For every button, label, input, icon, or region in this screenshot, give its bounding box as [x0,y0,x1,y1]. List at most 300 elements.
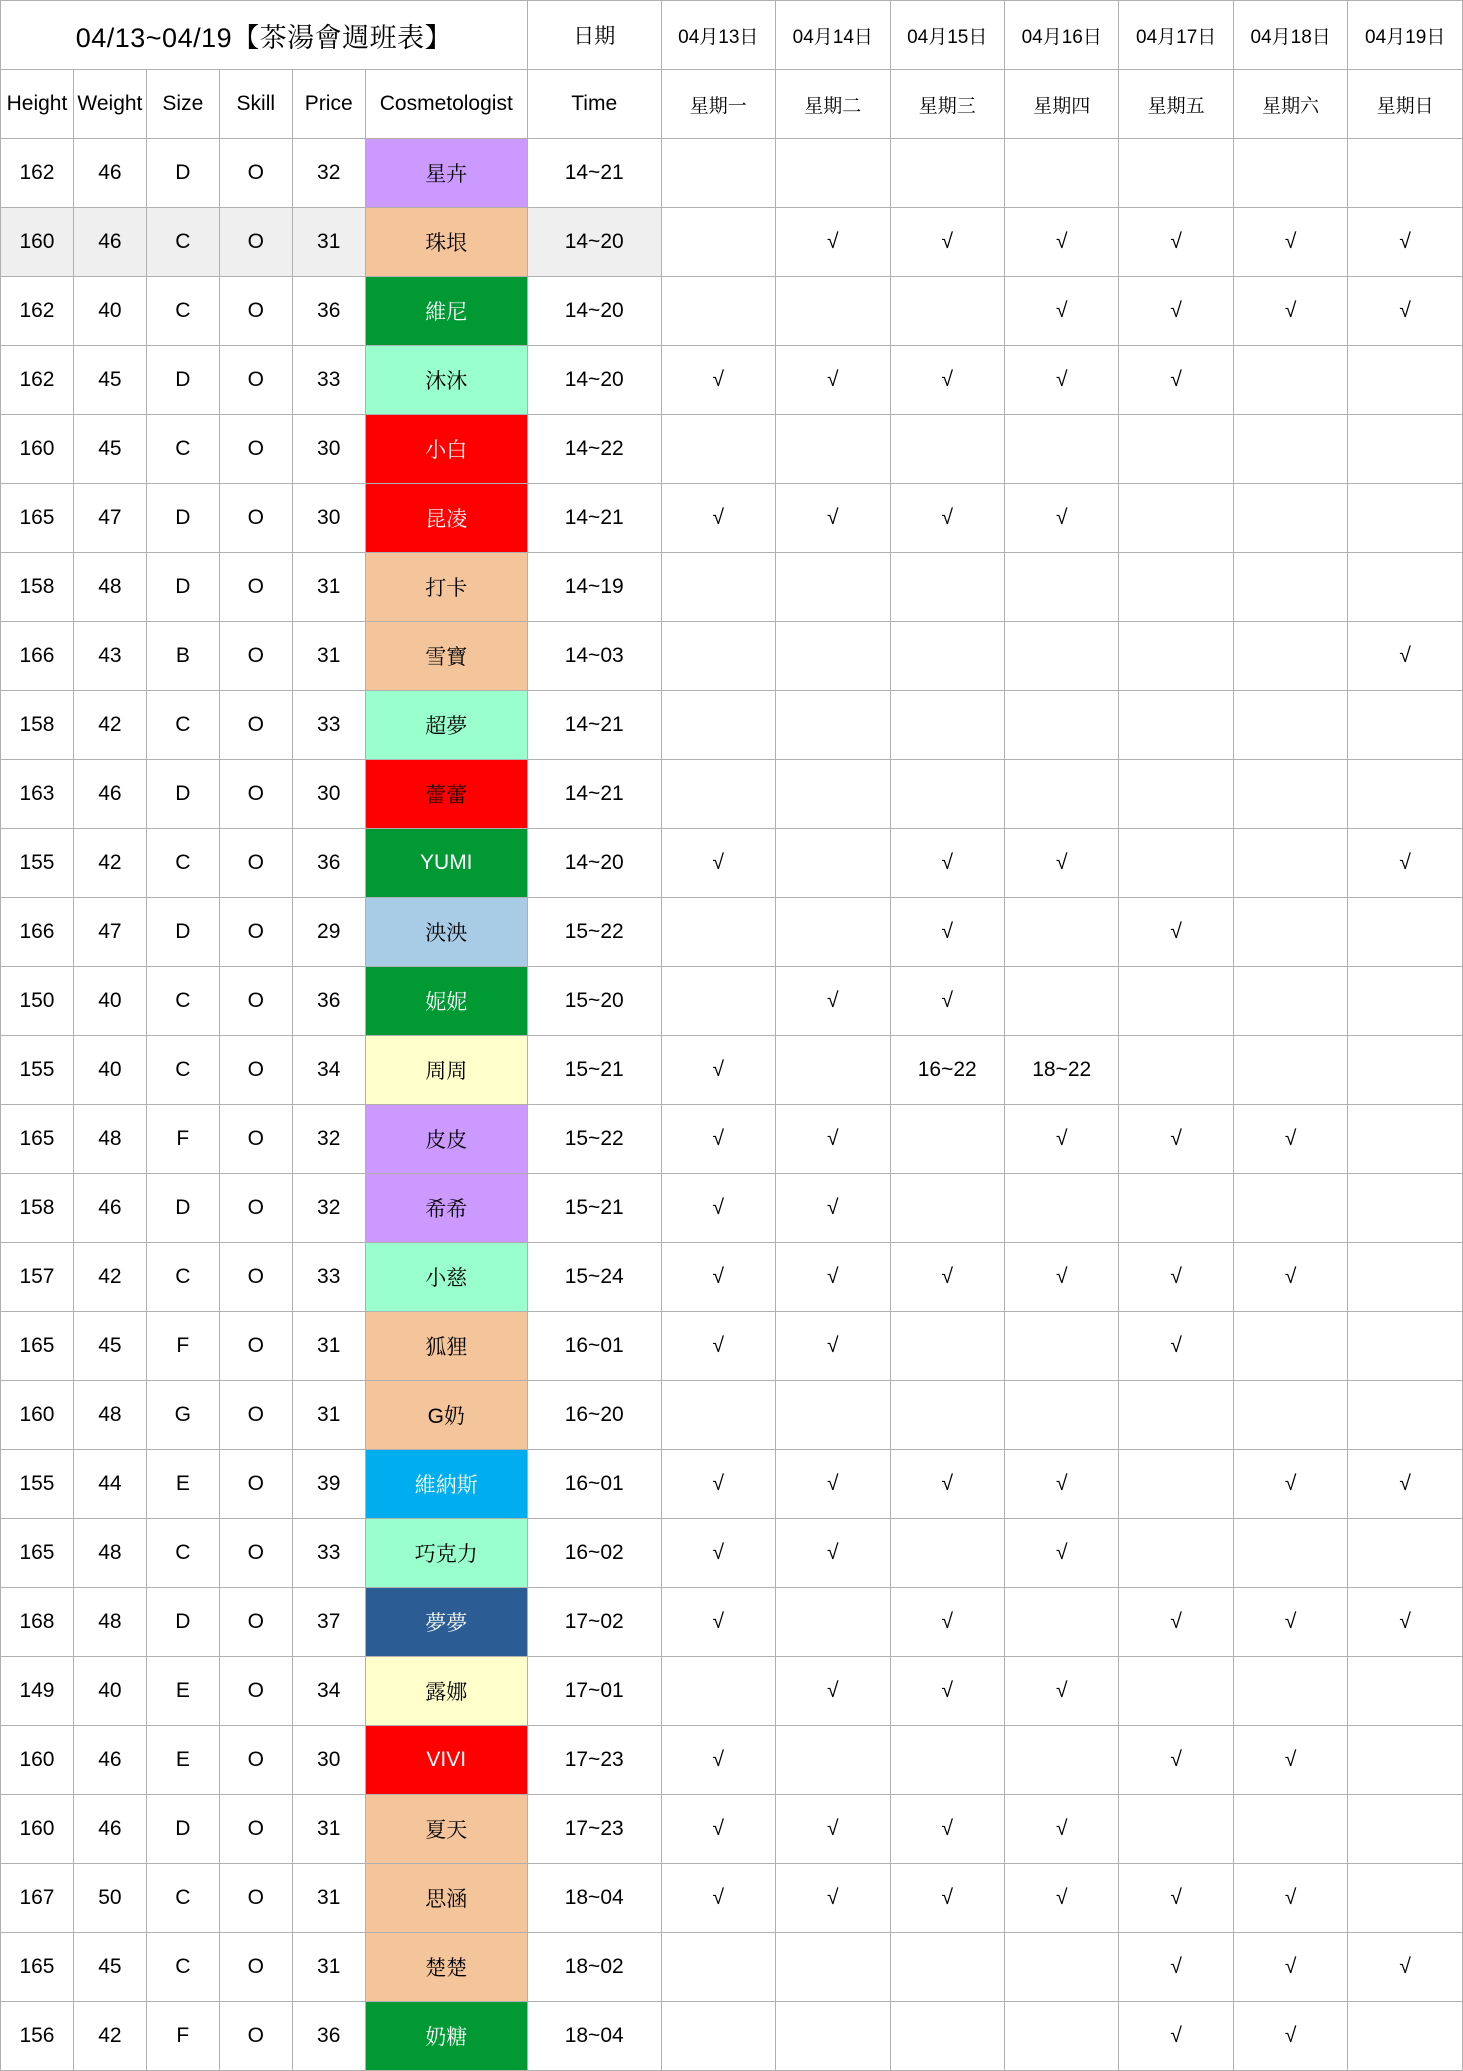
cell-weight: 44 [73,1450,146,1519]
date-header-4: 04月17日 [1119,1,1233,70]
cell-height: 162 [1,346,74,415]
cell-day-0: √ [661,1588,775,1657]
cell-height: 155 [1,1036,74,1105]
cell-day-1 [776,829,890,898]
cell-size: C [146,277,219,346]
cell-day-0: √ [661,1519,775,1588]
cell-day-2 [890,1726,1004,1795]
table-row [1,2002,1463,2071]
cell-day-1 [776,1588,890,1657]
cell-weight: 45 [73,1933,146,2002]
cell-day-6 [1348,1864,1463,1933]
cell-height: 158 [1,691,74,760]
cell-day-6 [1348,1312,1463,1381]
table-row [1,1864,1463,1933]
date-header-3: 04月16日 [1004,1,1118,70]
cell-day-3 [1004,967,1118,1036]
cell-day-0 [661,415,775,484]
cell-day-4 [1119,415,1233,484]
cell-size: D [146,898,219,967]
cell-height: 165 [1,1933,74,2002]
cell-day-1: √ [776,1105,890,1174]
cell-height: 156 [1,2002,74,2071]
cell-day-2: √ [890,1243,1004,1312]
cell-day-3: 18~22 [1004,1036,1118,1105]
cell-day-1 [776,553,890,622]
cell-day-2: √ [890,1450,1004,1519]
column-header-weight: Weight [73,70,146,139]
cell-height: 163 [1,760,74,829]
cell-day-5 [1233,1657,1347,1726]
cell-day-4: √ [1119,1243,1233,1312]
cell-day-5: √ [1233,1933,1347,2002]
cell-day-1 [776,415,890,484]
cell-price: 31 [292,553,365,622]
cell-time: 16~01 [527,1312,661,1381]
cell-weight: 43 [73,622,146,691]
cell-weight: 42 [73,829,146,898]
cell-day-4: √ [1119,208,1233,277]
cell-day-1: √ [776,1657,890,1726]
cell-day-5: √ [1233,1105,1347,1174]
cell-day-6: √ [1348,277,1463,346]
cell-skill: O [219,1105,292,1174]
date-header-6: 04月19日 [1348,1,1463,70]
table-row [1,1726,1463,1795]
cell-day-3 [1004,2002,1118,2071]
cell-day-3 [1004,691,1118,760]
cell-day-1: √ [776,208,890,277]
cell-day-1 [776,898,890,967]
cell-day-6 [1348,1795,1463,1864]
cell-size: B [146,622,219,691]
cell-day-2 [890,760,1004,829]
cell-price: 30 [292,760,365,829]
cell-day-4 [1119,1450,1233,1519]
cell-day-1: √ [776,1864,890,1933]
cell-day-6 [1348,1243,1463,1312]
cell-skill: O [219,484,292,553]
cell-day-1 [776,622,890,691]
cell-height: 157 [1,1243,74,1312]
date-header-1: 04月14日 [776,1,890,70]
cell-day-2: √ [890,967,1004,1036]
cell-time: 14~20 [527,829,661,898]
cell-skill: O [219,139,292,208]
cell-weight: 46 [73,208,146,277]
date-header-5: 04月18日 [1233,1,1347,70]
cell-skill: O [219,691,292,760]
cell-cosmetologist-name: 蕾蕾 [365,760,527,829]
cell-day-5: √ [1233,277,1347,346]
table-row [1,691,1463,760]
cell-time: 17~23 [527,1795,661,1864]
cell-cosmetologist-name: YUMI [365,829,527,898]
cell-day-6: √ [1348,1933,1463,2002]
cell-day-6 [1348,1174,1463,1243]
cell-price: 31 [292,1933,365,2002]
cell-weight: 46 [73,1174,146,1243]
cell-day-0 [661,1381,775,1450]
cell-weight: 47 [73,484,146,553]
cell-time: 15~24 [527,1243,661,1312]
cell-size: F [146,1105,219,1174]
cell-day-1: √ [776,1243,890,1312]
table-row [1,346,1463,415]
cell-day-3 [1004,1588,1118,1657]
cell-skill: O [219,760,292,829]
cell-day-2: √ [890,1795,1004,1864]
cell-day-0: √ [661,1726,775,1795]
cell-day-6 [1348,2002,1463,2071]
cell-day-6: √ [1348,829,1463,898]
cell-size: F [146,2002,219,2071]
cell-day-4 [1119,484,1233,553]
cell-day-3: √ [1004,1795,1118,1864]
cell-height: 165 [1,1312,74,1381]
cell-day-1: √ [776,1519,890,1588]
cell-height: 160 [1,208,74,277]
cell-day-2: √ [890,484,1004,553]
cell-day-2: √ [890,1588,1004,1657]
cell-day-1 [776,760,890,829]
cell-day-3: √ [1004,1657,1118,1726]
cell-height: 150 [1,967,74,1036]
cell-size: C [146,1036,219,1105]
cell-day-4: √ [1119,346,1233,415]
cell-day-5 [1233,415,1347,484]
cell-weight: 40 [73,277,146,346]
cell-skill: O [219,829,292,898]
cell-day-6 [1348,346,1463,415]
cell-day-3 [1004,622,1118,691]
cell-day-0 [661,1657,775,1726]
cell-time: 14~20 [527,277,661,346]
table-row [1,1519,1463,1588]
cell-cosmetologist-name: 夢夢 [365,1588,527,1657]
cell-cosmetologist-name: G奶 [365,1381,527,1450]
cell-day-3: √ [1004,1105,1118,1174]
cell-weight: 40 [73,1657,146,1726]
cell-time: 15~22 [527,898,661,967]
cell-skill: O [219,1864,292,1933]
cell-day-0: √ [661,1036,775,1105]
cell-price: 30 [292,484,365,553]
cell-cosmetologist-name: VIVI [365,1726,527,1795]
cell-skill: O [219,277,292,346]
cell-time: 14~21 [527,139,661,208]
cell-day-3: √ [1004,484,1118,553]
cell-height: 160 [1,1381,74,1450]
cell-cosmetologist-name: 維尼 [365,277,527,346]
cell-day-4 [1119,1795,1233,1864]
title-row [1,1,1463,70]
cell-day-1: √ [776,1312,890,1381]
cell-weight: 45 [73,346,146,415]
cell-skill: O [219,1795,292,1864]
cell-day-6 [1348,1036,1463,1105]
cell-size: D [146,553,219,622]
cell-weight: 42 [73,2002,146,2071]
cell-day-3: √ [1004,829,1118,898]
cell-day-4: √ [1119,898,1233,967]
cell-day-2: √ [890,208,1004,277]
cell-day-0 [661,2002,775,2071]
cell-day-1 [776,277,890,346]
table-row [1,1243,1463,1312]
column-header-cosmetologist: Cosmetologist [365,70,527,139]
cell-day-5 [1233,760,1347,829]
cell-size: E [146,1450,219,1519]
cell-price: 32 [292,139,365,208]
cell-price: 31 [292,208,365,277]
cell-day-5 [1233,898,1347,967]
cell-weight: 46 [73,1795,146,1864]
cell-day-0: √ [661,1105,775,1174]
cell-day-2: √ [890,898,1004,967]
cell-weight: 47 [73,898,146,967]
cell-time: 14~21 [527,760,661,829]
cell-day-5 [1233,967,1347,1036]
cell-skill: O [219,898,292,967]
cell-day-6 [1348,760,1463,829]
cell-day-3: √ [1004,208,1118,277]
cell-height: 155 [1,1450,74,1519]
column-header-row [1,70,1463,139]
cell-skill: O [219,1450,292,1519]
weekday-header-3: 星期四 [1004,70,1118,139]
cell-price: 32 [292,1105,365,1174]
cell-skill: O [219,346,292,415]
cell-day-4 [1119,1381,1233,1450]
cell-day-0: √ [661,1312,775,1381]
cell-day-6 [1348,484,1463,553]
weekday-header-4: 星期五 [1119,70,1233,139]
column-header-height: Height [1,70,74,139]
cell-price: 36 [292,277,365,346]
cell-day-1 [776,139,890,208]
cell-cosmetologist-name: 狐狸 [365,1312,527,1381]
table-row [1,1312,1463,1381]
cell-day-5 [1233,622,1347,691]
cell-day-0: √ [661,1795,775,1864]
cell-day-5 [1233,691,1347,760]
cell-day-4: √ [1119,2002,1233,2071]
cell-size: G [146,1381,219,1450]
cell-height: 166 [1,898,74,967]
cell-size: C [146,208,219,277]
cell-weight: 42 [73,1243,146,1312]
cell-height: 158 [1,1174,74,1243]
cell-weight: 50 [73,1864,146,1933]
cell-day-2 [890,1381,1004,1450]
cell-day-4 [1119,967,1233,1036]
table-row [1,484,1463,553]
cell-price: 37 [292,1588,365,1657]
cell-day-4 [1119,553,1233,622]
cell-price: 36 [292,829,365,898]
cell-day-4: √ [1119,1588,1233,1657]
cell-weight: 48 [73,1588,146,1657]
cell-day-5 [1233,553,1347,622]
cell-skill: O [219,1519,292,1588]
cell-day-3 [1004,553,1118,622]
cell-time: 16~20 [527,1381,661,1450]
cell-height: 166 [1,622,74,691]
table-row [1,967,1463,1036]
cell-cosmetologist-name: 思涵 [365,1864,527,1933]
cell-price: 31 [292,1795,365,1864]
table-row [1,829,1463,898]
cell-size: E [146,1726,219,1795]
cell-size: C [146,829,219,898]
cell-cosmetologist-name: 超夢 [365,691,527,760]
cell-price: 30 [292,415,365,484]
page-title: 04/13~04/19【茶湯會週班表】 [1,1,528,70]
cell-cosmetologist-name: 維納斯 [365,1450,527,1519]
cell-cosmetologist-name: 泱泱 [365,898,527,967]
cell-day-3: √ [1004,1243,1118,1312]
cell-day-4 [1119,829,1233,898]
cell-height: 168 [1,1588,74,1657]
cell-weight: 48 [73,1381,146,1450]
cell-skill: O [219,1036,292,1105]
cell-time: 15~21 [527,1036,661,1105]
cell-day-2 [890,2002,1004,2071]
cell-cosmetologist-name: 妮妮 [365,967,527,1036]
cell-day-5: √ [1233,1726,1347,1795]
cell-price: 31 [292,1312,365,1381]
cell-day-2: 16~22 [890,1036,1004,1105]
cell-skill: O [219,553,292,622]
cell-day-6 [1348,691,1463,760]
cell-size: C [146,691,219,760]
cell-time: 14~20 [527,346,661,415]
cell-day-4 [1119,691,1233,760]
cell-day-1 [776,2002,890,2071]
cell-day-0: √ [661,1450,775,1519]
cell-day-3: √ [1004,1450,1118,1519]
cell-day-3 [1004,1174,1118,1243]
cell-size: F [146,1312,219,1381]
cell-day-3 [1004,415,1118,484]
cell-day-5: √ [1233,1864,1347,1933]
column-header-price: Price [292,70,365,139]
cell-day-0: √ [661,1864,775,1933]
cell-cosmetologist-name: 希希 [365,1174,527,1243]
cell-cosmetologist-name: 打卡 [365,553,527,622]
cell-size: E [146,1657,219,1726]
cell-day-5 [1233,139,1347,208]
cell-day-6: √ [1348,208,1463,277]
cell-time: 14~03 [527,622,661,691]
cell-size: D [146,346,219,415]
cell-day-6: √ [1348,622,1463,691]
cell-skill: O [219,415,292,484]
cell-day-4: √ [1119,1726,1233,1795]
cell-day-1 [776,1381,890,1450]
cell-height: 158 [1,553,74,622]
cell-day-2 [890,277,1004,346]
cell-day-5 [1233,1036,1347,1105]
cell-day-5 [1233,1312,1347,1381]
cell-day-1: √ [776,346,890,415]
cell-skill: O [219,1726,292,1795]
cell-price: 39 [292,1450,365,1519]
cell-skill: O [219,1174,292,1243]
cell-day-4 [1119,1519,1233,1588]
cell-day-0: √ [661,484,775,553]
cell-day-0 [661,277,775,346]
cell-day-0: √ [661,829,775,898]
weekday-header-1: 星期二 [776,70,890,139]
column-header-skill: Skill [219,70,292,139]
cell-day-5 [1233,1381,1347,1450]
cell-time: 18~02 [527,1933,661,2002]
cell-day-3 [1004,139,1118,208]
cell-skill: O [219,208,292,277]
cell-day-4: √ [1119,1312,1233,1381]
cell-time: 17~23 [527,1726,661,1795]
weekday-header-2: 星期三 [890,70,1004,139]
cell-time: 15~20 [527,967,661,1036]
cell-cosmetologist-name: 奶糖 [365,2002,527,2071]
cell-day-4: √ [1119,277,1233,346]
cell-day-6 [1348,553,1463,622]
cell-day-3 [1004,760,1118,829]
cell-size: C [146,1519,219,1588]
table-row [1,1795,1463,1864]
cell-day-5 [1233,829,1347,898]
cell-cosmetologist-name: 皮皮 [365,1105,527,1174]
cell-time: 15~21 [527,1174,661,1243]
column-header-size: Size [146,70,219,139]
cell-weight: 48 [73,1105,146,1174]
cell-day-4 [1119,1174,1233,1243]
cell-day-1 [776,1036,890,1105]
cell-size: D [146,139,219,208]
cell-day-1: √ [776,967,890,1036]
cell-day-5 [1233,1519,1347,1588]
cell-day-3: √ [1004,1864,1118,1933]
table-row [1,139,1463,208]
cell-cosmetologist-name: 巧克力 [365,1519,527,1588]
cell-skill: O [219,1243,292,1312]
cell-size: C [146,1933,219,2002]
cell-day-0 [661,898,775,967]
cell-size: D [146,760,219,829]
cell-day-2 [890,1174,1004,1243]
cell-day-5: √ [1233,1588,1347,1657]
cell-day-2 [890,691,1004,760]
cell-cosmetologist-name: 周周 [365,1036,527,1105]
cell-price: 30 [292,1726,365,1795]
cell-time: 16~02 [527,1519,661,1588]
cell-size: D [146,484,219,553]
cell-day-1: √ [776,1174,890,1243]
cell-day-6 [1348,967,1463,1036]
cell-day-0 [661,691,775,760]
cell-size: C [146,967,219,1036]
cell-price: 31 [292,1864,365,1933]
weekday-header-0: 星期一 [661,70,775,139]
cell-day-6 [1348,139,1463,208]
table-row [1,1657,1463,1726]
table-row [1,1105,1463,1174]
cell-day-3: √ [1004,277,1118,346]
cell-weight: 48 [73,553,146,622]
cell-day-6 [1348,415,1463,484]
